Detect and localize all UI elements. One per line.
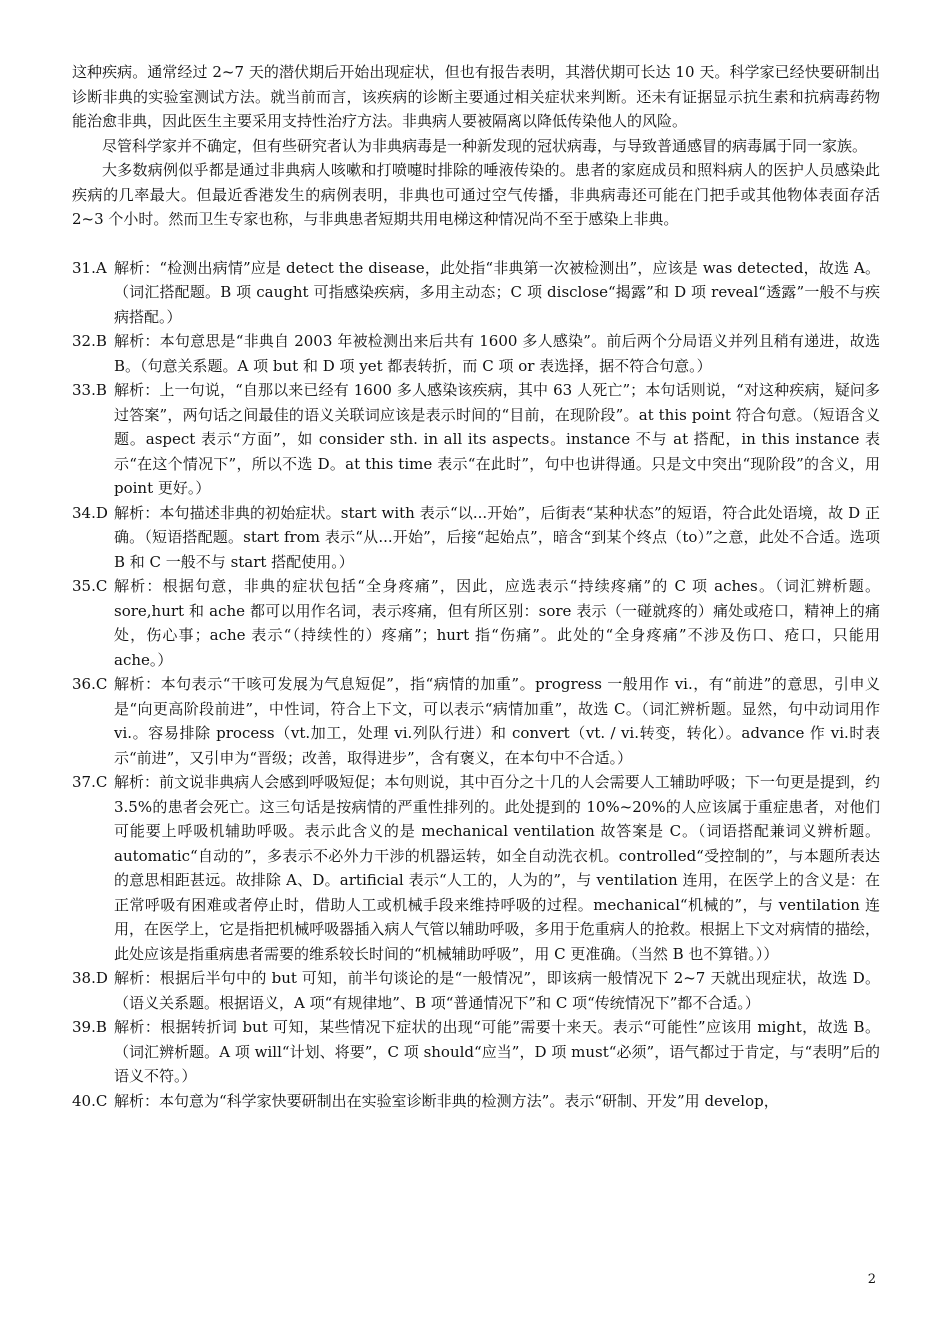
answer-text: 解析：本句意为“科学家快要研制出在实验室诊断非典的检测方法”。表示“研制、开发”用 develop， — [114, 1091, 779, 1110]
answer-item — [72, 256, 880, 330]
answer-item — [72, 1089, 880, 1114]
answer-item — [72, 966, 880, 1015]
answer-item — [72, 574, 880, 672]
passage-paragraph: 这种疾病。通常经过 2~7 天的潜伏期后开始出现症状，但也有报告表明，其潜伏期可长达 10 天。科学家已经快要研制出诊断非典的实验室测试方法。就当前而言，该疾病的诊断主要通过相关症状来判断。还未有证据显示抗生素和抗病毒药物能治愈非典，因此医生主要采用支持性治疗方法。非典病人要被隔离以降低传染他人的风险。 — [72, 63, 880, 130]
answer-text: 解析：本句意思是“非典自 2003 年被检测出来后共有 1600 多人感染”。前后两个分局语义并列且稍有递进，故选 B。（句意关系题。A 项 but 和 D 项 yet 都表转折，而 C 项 or 表选择，据不符合句意。） — [114, 332, 880, 375]
answer-item — [72, 329, 880, 378]
passage-translation — [72, 60, 880, 232]
answer-number: 31.A — [72, 258, 107, 277]
section-gap — [72, 232, 880, 256]
answer-explanations — [72, 256, 880, 1114]
answer-text: 解析：上一句说，“自那以来已经有 1600 多人感染该疾病，其中 63 人死亡”；本句话则说，“对这种疾病，疑问多过答案”，两句话之间最佳的语义关联词应该是表示时间的“目前，在现阶段”。at this point 符合句意。（短语含义题。aspect 表示“方面”，如 consider sth. in all its aspects。instance 不与 at 搭配，in this instance 表示“在这个情况下”，所以不选 D。at this time 表示“在此时”，句中也讲得通。只是文中突出“现阶段”的含义，用 point 更好。） — [114, 381, 880, 497]
answer-number: 32.B — [72, 332, 107, 350]
answer-number: 37.C — [72, 773, 108, 791]
answer-text: 解析：根据句意，非典的症状包括“全身疼痛”，因此，应选表示“持续疼痛”的 C 项 aches。（词汇辨析题。sore,hurt 和 ache 都可以用作名词，表示疼痛，但有所区别：sore 表示（一碰就疼的）痛处或疮口，精神上的痛处，伤心事；ache 表示“（持续性的）疼痛”；hurt 指“伤痛”。此处的“全身疼痛”不涉及伤口、疮口，只能用 ache。） — [114, 577, 880, 669]
answer-item — [72, 1015, 880, 1089]
answer-item — [72, 672, 880, 770]
answer-text: 解析：根据后半句中的 but 可知，前半句谈论的是“一般情况”，即该病一般情况下 2~7 天就出现症状，故选 D。（语义关系题。根据语义，A 项“有规律地”、B 项“普通情况下”和 C 项“传统情况下”都不合适。） — [114, 969, 880, 1012]
answer-number: 33.B — [72, 381, 107, 399]
answer-text: 解析：前文说非典病人会感到呼吸短促；本句则说，其中百分之十几的人会需要人工辅助呼吸；下一句更是提到，约 3.5%的患者会死亡。这三句话是按病情的严重性排列的。此处提到的 10%~20%的人应该属于重症患者，对他们可能要上呼吸机辅助呼吸。表示此含义的是 mechanical ventilation 故答案是 C。（词语搭配兼词义辨析题。automatic“自动的”，多表示不必外力干涉的机器运转，如全自动洗衣机。controlled“受控制的”，与本题所表达的意思相距甚远。故排除 A、D。artificial 表示“人工的，人为的”，与 ventilation 连用，在医学上的含义是：在正常呼吸有困难或者停止时，借助人工或机械手段来维持呼吸的过程。mechanical“机械的”，与 ventilation 连用，在医学上，它是指把机械呼吸器插入病人气管以辅助呼吸，多用于危重病人的抢救。根据上下文对病情的描绘，此处应该是指重病患者需要的维系较长时间的“机械辅助呼吸”，用 C 更准确。（当然 B 也不算错。）） — [114, 773, 880, 963]
answer-number: 35.C — [72, 577, 108, 595]
passage-paragraph: 尽管科学家并不确定，但有些研究者认为非典病毒是一种新发现的冠状病毒，与导致普通感冒的病毒属于同一家族。 — [102, 136, 868, 155]
answer-text: 解析：根据转折词 but 可知，某些情况下症状的出现“可能”需要十来天。表示“可能性”应该用 might，故选 B。（词汇辨析题。A 项 will“计划、将要”，C 项 should“应当”，D 项 must“必须”，语气都过于肯定，与“表明”后的语义不符。） — [114, 1018, 880, 1085]
answer-text: 解析：本句表示“干咳可发展为气息短促”，指“病情的加重”。progress 一般用作 vi.，有“前进”的意思，引申义是“向更高阶段前进”，中性词，符合上下文，可以表示“病情加重”，故选 C。（词汇辨析题。显然，句中动词用作 vi.。容易排除 process（vt.加工，处理 vi.列队行进）和 convert（vt. / vi.转变，转化）。advance 作 vi.时表示“前进”，又引申为“晋级；改善，取得进步”，含有褒义，在本句中不合适。） — [114, 675, 880, 767]
document-page — [72, 60, 880, 1113]
page-number: 2 — [867, 1272, 876, 1287]
passage-paragraph: 大多数病例似乎都是通过非典病人咳嗽和打喷嚏时排除的唾液传染的。患者的家庭成员和照料病人的医护人员感染此疾病的几率最大。但最近香港发生的病例表明，非典也可通过空气传播，非典病毒还可能在门把手或其他物体表面存活 2~3 个小时。然而卫生专家也称，与非典患者短期共用电梯这种情况尚不至于感染上非典。 — [72, 161, 880, 228]
answer-text: 解析：本句描述非典的初始症状。start with 表示“以...开始”，后街表“某种状态”的短语，符合此处语境，故 D 正确。（短语搭配题。start from 表示“从...开始”，后接“起始点”，暗含“到某个终点（to）”之意，此处不合适。选项 B 和 C 一般不与 start 搭配使用。） — [114, 503, 880, 571]
answer-number: 38.D — [72, 969, 108, 987]
answer-number: 40.C — [72, 1091, 108, 1110]
answer-item — [72, 770, 880, 966]
answer-item — [72, 378, 880, 501]
answer-number: 39.B — [72, 1018, 107, 1036]
answer-text: 解析：“检测出病情”应是 detect the disease，此处指“非典第一次被检测出”，应该是 was detected，故选 A。（词汇搭配题。B 项 caught 可指感染疾病，多用主动态；C 项 disclose“揭露”和 D 项 reveal“透露”一般不与疾病搭配。） — [114, 258, 880, 326]
answer-number: 34.D — [72, 503, 108, 522]
answer-item — [72, 501, 880, 575]
answer-number: 36.C — [72, 675, 108, 693]
